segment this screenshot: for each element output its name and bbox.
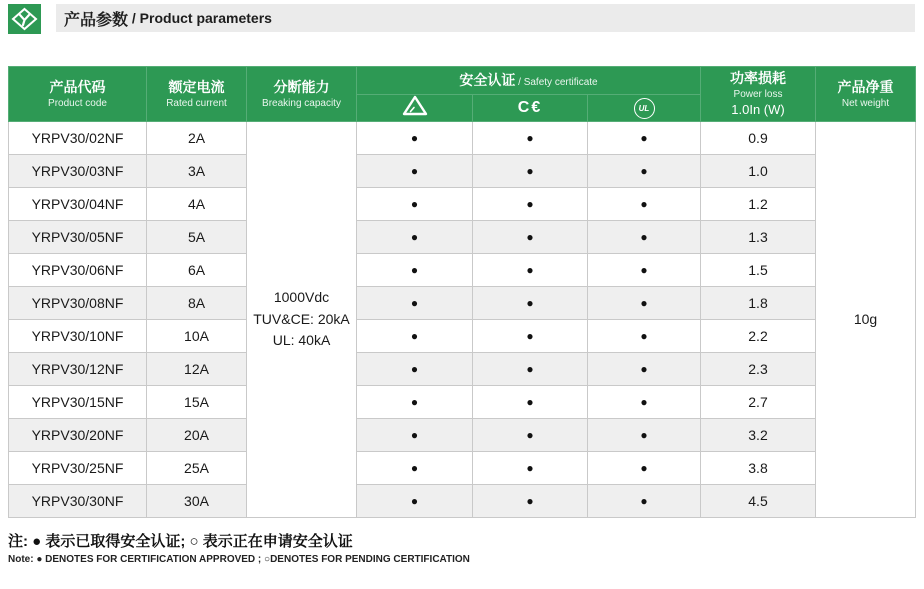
ce-status-dot: ●: [473, 254, 588, 287]
rated-current-cell: 2A: [147, 122, 247, 155]
rated-current-cell: 8A: [147, 287, 247, 320]
header-safety-certificate-zh: 安全认证: [459, 72, 516, 88]
header-power-loss-unit: 1.0In (W): [731, 101, 785, 117]
header-rated-current-en: Rated current: [166, 97, 227, 109]
tuv-triangle-icon: [402, 95, 428, 116]
tuv-status-dot: ●: [357, 485, 473, 518]
rated-current-cell: 30A: [147, 485, 247, 518]
ul-status-dot: ●: [588, 287, 701, 320]
breaking-capacity-cell: [247, 122, 357, 518]
header-power-loss-zh: 功率损耗: [730, 69, 786, 86]
ul-status-dot: ●: [588, 254, 701, 287]
header-net-weight-en: Net weight: [841, 97, 890, 109]
ul-status-dot: ●: [588, 221, 701, 254]
product-code-cell: YRPV30/25NF: [9, 452, 147, 485]
product-code-cell: YRPV30/05NF: [9, 221, 147, 254]
tuv-status-dot: ●: [357, 386, 473, 419]
tuv-status-dot: ●: [357, 320, 473, 353]
product-code-cell: YRPV30/04NF: [9, 188, 147, 221]
ul-status-dot: ●: [588, 353, 701, 386]
tuv-status-dot: ●: [357, 188, 473, 221]
rated-current-cell: 3A: [147, 155, 247, 188]
ce-icon: C€: [517, 99, 543, 116]
power-loss-cell: 0.9: [701, 122, 816, 155]
header-net-weight: [816, 67, 916, 122]
footnote-english: Note: ● DENOTES FOR CERTIFICATION APPROVED ; ○DENOTES FOR PENDING CERTIFICATION: [8, 554, 470, 565]
header-safety-certificate: [357, 67, 701, 95]
table-row: [9, 386, 916, 419]
power-loss-cell: 3.8: [701, 452, 816, 485]
rated-current-cell: 12A: [147, 353, 247, 386]
rated-current-cell: 10A: [147, 320, 247, 353]
header-breaking-capacity-en: Breaking capacity: [262, 97, 341, 109]
power-loss-cell: 1.0: [701, 155, 816, 188]
header-product-code: [9, 67, 147, 122]
rated-current-cell: 25A: [147, 452, 247, 485]
product-code-cell: YRPV30/06NF: [9, 254, 147, 287]
tuv-status-dot: ●: [357, 287, 473, 320]
header-product-code-en: Product code: [48, 97, 107, 109]
power-loss-cell: 2.3: [701, 353, 816, 386]
ul-status-dot: ●: [588, 122, 701, 155]
net-weight-cell: 10g: [816, 122, 916, 518]
rated-current-cell: 15A: [147, 386, 247, 419]
header-product-code-zh: 产品代码: [49, 79, 106, 96]
table-row: [9, 419, 916, 452]
product-code-cell: YRPV30/20NF: [9, 419, 147, 452]
table-row: [9, 188, 916, 221]
rated-current-cell: 20A: [147, 419, 247, 452]
product-code-cell: YRPV30/03NF: [9, 155, 147, 188]
table-row: [9, 287, 916, 320]
breaking-capacity-line2: TUV&CE: 20kA: [253, 310, 350, 327]
table-row: [9, 122, 916, 155]
table-row: [9, 320, 916, 353]
table-row: [9, 452, 916, 485]
product-parameters-table: [8, 66, 916, 518]
ce-status-dot: ●: [473, 452, 588, 485]
ce-status-dot: ●: [473, 221, 588, 254]
table-row: [9, 353, 916, 386]
tuv-status-dot: ●: [357, 452, 473, 485]
ce-status-dot: ●: [473, 155, 588, 188]
tuv-status-dot: ●: [357, 419, 473, 452]
header-breaking-capacity: [247, 67, 357, 122]
brand-diamond-y-icon: [11, 7, 38, 31]
footnote-chinese: 注: ● 表示已取得安全认证; ○ 表示正在申请安全认证: [8, 533, 353, 550]
product-code-cell: YRPV30/15NF: [9, 386, 147, 419]
ul-status-dot: ●: [588, 155, 701, 188]
tuv-status-dot: ●: [357, 122, 473, 155]
tuv-status-dot: ●: [357, 254, 473, 287]
header-tuv-column: [357, 95, 473, 122]
ce-status-dot: ●: [473, 188, 588, 221]
power-loss-cell: 1.8: [701, 287, 816, 320]
ul-status-dot: ●: [588, 419, 701, 452]
power-loss-cell: 2.2: [701, 320, 816, 353]
power-loss-cell: 1.5: [701, 254, 816, 287]
ce-status-dot: ●: [473, 320, 588, 353]
header-ul-column: [588, 95, 701, 122]
header-safety-certificate-en: / Safety certificate: [515, 77, 598, 88]
tuv-status-dot: ●: [357, 155, 473, 188]
ce-status-dot: ●: [473, 419, 588, 452]
header-rated-current-zh: 额定电流: [168, 79, 225, 96]
ul-status-dot: ●: [588, 386, 701, 419]
brand-logo-icon: [8, 4, 41, 34]
power-loss-cell: 1.2: [701, 188, 816, 221]
tuv-status-dot: ●: [357, 221, 473, 254]
page-title: 产品参数: [64, 11, 129, 29]
page-header: [0, 3, 924, 33]
product-code-cell: YRPV30/08NF: [9, 287, 147, 320]
header-power-loss: [701, 67, 816, 122]
rated-current-cell: 5A: [147, 221, 247, 254]
table-row: [9, 254, 916, 287]
ul-status-dot: ●: [588, 320, 701, 353]
table-row: [9, 485, 916, 518]
header-power-loss-en: Power loss: [733, 88, 783, 100]
ce-status-dot: ●: [473, 386, 588, 419]
product-code-cell: YRPV30/30NF: [9, 485, 147, 518]
power-loss-cell: 3.2: [701, 419, 816, 452]
header-net-weight-zh: 产品净重: [837, 79, 894, 96]
power-loss-cell: 4.5: [701, 485, 816, 518]
ce-status-dot: ●: [473, 353, 588, 386]
header-rated-current: [147, 67, 247, 122]
rated-current-cell: 6A: [147, 254, 247, 287]
ul-status-dot: ●: [588, 485, 701, 518]
breaking-capacity-line3: UL: 40kA: [272, 332, 331, 349]
table-row: [9, 155, 916, 188]
section-title-bar: [56, 4, 915, 32]
tuv-status-dot: ●: [357, 353, 473, 386]
product-code-cell: YRPV30/10NF: [9, 320, 147, 353]
header-ce-column: [473, 95, 588, 122]
power-loss-cell: 2.7: [701, 386, 816, 419]
table-row: [9, 221, 916, 254]
ul-status-dot: ●: [588, 188, 701, 221]
ul-status-dot: ●: [588, 452, 701, 485]
breaking-capacity-line1: 1000Vdc: [273, 288, 330, 305]
ce-status-dot: ●: [473, 287, 588, 320]
ul-icon: UL: [634, 98, 655, 119]
power-loss-cell: 1.3: [701, 221, 816, 254]
product-code-cell: YRPV30/12NF: [9, 353, 147, 386]
footnote: [8, 531, 915, 567]
page-title-en: / Product parameters: [128, 10, 272, 26]
rated-current-cell: 4A: [147, 188, 247, 221]
header-breaking-capacity-zh: 分断能力: [273, 79, 330, 96]
ce-status-dot: ●: [473, 485, 588, 518]
ce-status-dot: ●: [473, 122, 588, 155]
product-code-cell: YRPV30/02NF: [9, 122, 147, 155]
